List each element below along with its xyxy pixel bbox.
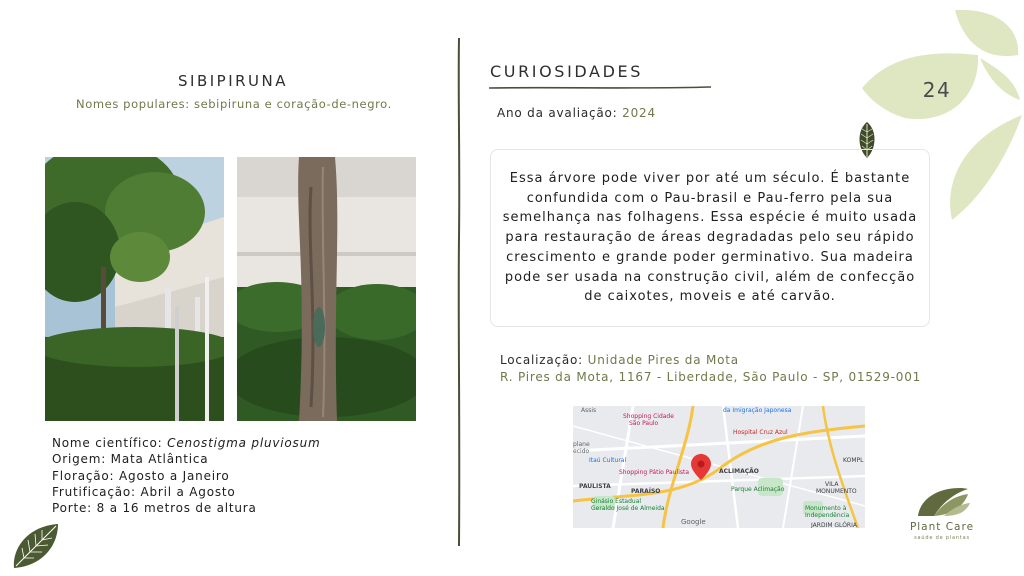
map-label: PARAÍSO — [631, 488, 661, 495]
plant-care-logo — [902, 486, 982, 546]
leaf-icon — [8, 520, 62, 572]
section-heading: CURIOSIDADES — [490, 62, 643, 81]
fact-scientific-name — [52, 435, 321, 451]
species-title: SIBIPIRUNA — [178, 72, 289, 90]
fact-origin — [52, 451, 321, 467]
map-label: Shopping Cidade — [623, 413, 674, 420]
location-label: Localização: — [500, 353, 584, 367]
map-label: da Imigração Japonesa — [723, 407, 792, 414]
page-number: 24 — [922, 78, 952, 102]
map-label: KOMPL — [843, 457, 864, 464]
map-label: Ginásio Estadual — [591, 498, 642, 505]
popular-names-label: Nomes populares: — [76, 97, 190, 111]
map-label: São Paulo — [629, 420, 659, 427]
species-facts — [52, 435, 321, 516]
evaluation-year-value: 2024 — [622, 106, 656, 120]
location-unit: Unidade Pires da Mota — [587, 353, 739, 367]
map-label: Shopping Pátio Paulista — [619, 469, 690, 476]
fact-fruiting — [52, 484, 321, 500]
location-info — [500, 352, 921, 386]
fact-label: Floração: — [52, 468, 115, 483]
popular-names — [76, 97, 392, 111]
fact-value: Mata Atlântica — [110, 452, 209, 467]
brand-tagline: saúde de plantas — [914, 535, 970, 541]
map-label: Parque Aclimação — [731, 486, 785, 493]
map-label: Itaú Cultural — [589, 457, 627, 464]
evaluation-year-label: Ano da avaliação: — [497, 106, 618, 120]
popular-names-value: sebipiruna e coração-de-negro. — [194, 97, 392, 111]
brand-name: Plant Care — [909, 521, 975, 533]
map-label: VILA — [825, 481, 839, 488]
map-label: ACLIMAÇÃO — [719, 468, 759, 475]
fact-label: Porte: — [52, 501, 93, 516]
map-label: Hospital Cruz Azul — [733, 429, 788, 436]
fact-size — [52, 500, 321, 516]
fact-value: 8 a 16 metros de altura — [96, 501, 257, 516]
map-google-logo: Google — [681, 518, 706, 526]
location-address: R. Pires da Mota, 1167 - Liberdade, São Paulo - SP, 01529-001 — [500, 370, 922, 384]
map-label: Assis — [581, 407, 597, 414]
map-label: PAULISTA — [579, 483, 611, 490]
location-map[interactable] — [573, 406, 865, 528]
fact-label: Frutificação: — [52, 484, 136, 499]
plant-care-logo-icon — [914, 486, 970, 518]
map-label: plane — [573, 441, 590, 448]
tree-canopy-photo — [45, 157, 224, 421]
map-label: Geraldo José de Almeida — [591, 505, 665, 512]
fact-value: Agosto a Janeiro — [119, 468, 230, 483]
fact-value: Abril a Agosto — [140, 484, 236, 499]
evaluation-year — [497, 106, 656, 120]
map-label: JARDIM GLÓRIA — [811, 522, 857, 528]
curiosities-text: Essa árvore pode viver por até um século. É bastante confundida com o Pau-brasil e Pau-ferro pela sua semelhança nas folhagens. Essa espécie é muito usada para restauração de áreas degradadas pelo seu rápido crescimento e grande poder germinativo. Sua madeira pode ser usada na construção civil, além de confecção de caixotes, moveis e até carvão. — [502, 170, 918, 305]
map-label: ecido — [573, 448, 590, 455]
heading-underline — [489, 84, 711, 92]
fact-label: Origem: — [52, 452, 107, 467]
fact-flowering — [52, 468, 321, 484]
fact-value: Cenostigma pluviosum — [167, 436, 321, 450]
fact-label: Nome científico: — [52, 436, 163, 450]
map-label: Monumento à — [805, 505, 847, 512]
map-label: Independência — [805, 512, 850, 519]
column-divider — [455, 38, 463, 546]
map-label: MONUMENTO — [816, 488, 857, 495]
curiosities-box — [490, 149, 930, 327]
tree-trunk-photo — [237, 157, 416, 421]
